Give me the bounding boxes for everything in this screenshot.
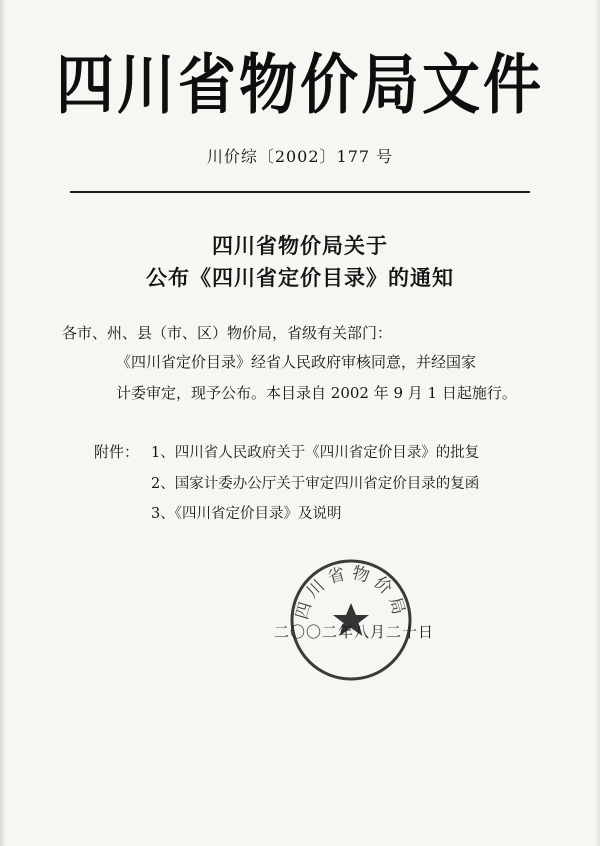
official-seal-stamp [288,557,414,683]
issue-date: 二〇〇二年八月二十日 [274,623,435,641]
body-paragraph-line2: 计委审定，现予公布。本目录自 2002 年 9 月 1 日起施行。 [116,384,517,402]
header-divider [70,191,530,193]
attachment-item: 2、国家计委办公厅关于审定四川省定价目录的复函 [151,476,480,492]
notice-title-line1: 四川省物价局关于 [212,233,388,258]
document-header-title: 四川省物价局文件 [55,46,544,123]
notice-title-line2: 公布《四川省定价目录》的通知 [146,265,454,290]
attachment-item: 1、四川省人民政府关于《四川省定价目录》的批复 [151,445,480,461]
attachments-label: 附件： [94,443,140,461]
document-number: 川价综〔2002〕177 号 [206,147,394,166]
attachment-item: 3、《四川省定价目录》及说明 [151,506,342,522]
salutation: 各市、州、县（市、区）物价局，省级有关部门： [62,324,393,342]
seal-star-icon [333,603,369,636]
body-paragraph-line1: 《四川省定价目录》经省人民政府审核同意，并经国家 [116,353,477,371]
svg-text:四川省物价局: 四川省物价局 [292,563,410,622]
